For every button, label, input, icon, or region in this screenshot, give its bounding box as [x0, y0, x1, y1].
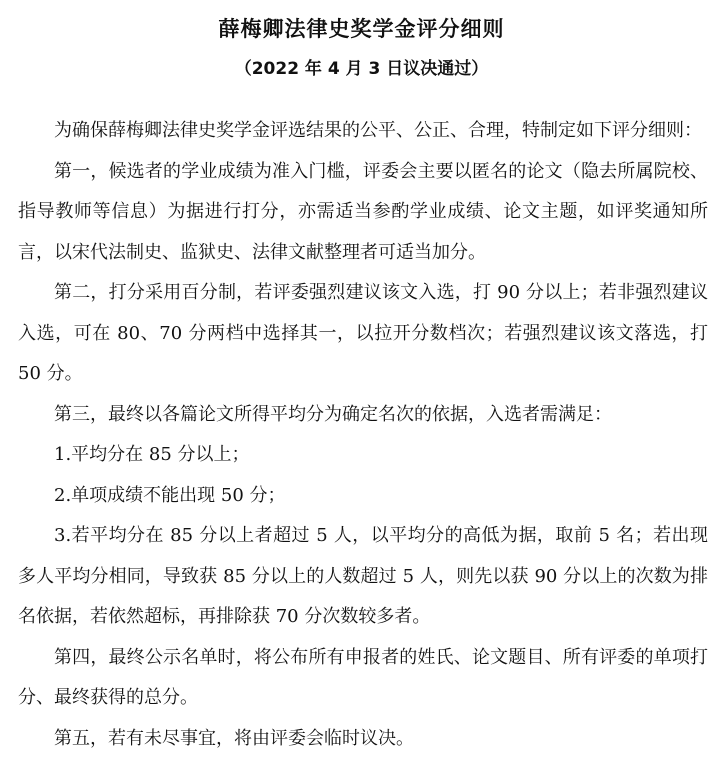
- rule-3-item-2: 2.单项成绩不能出现 50 分；: [54, 484, 286, 506]
- rule-2-paragraph: 第二，打分采用百分制，若评委强烈建议该文入选，打 90 分以上；若非强烈建议入选，可在 80、70 分两档中选择其一，以拉开分数档次；若强烈建议该文落选，打 50 分。: [18, 282, 708, 384]
- rule-4-paragraph: 第四，最终公示名单时，将公布所有申报者的姓氏、论文题目、所有评委的单项打分、最终获得的总分。: [18, 646, 708, 708]
- document-body: [18, 111, 708, 759]
- rule-3-item-1: 1.平均分在 85 分以上；: [54, 444, 250, 465]
- rule-1-paragraph: 第一，候选者的学业成绩为准入门槛，评委会主要以匿名的论文（隐去所属院校、指导教师等信息）为据进行打分，亦需适当参酌学业成绩、论文主题，如评奖通知所言，以宋代法制史、监狱史、法律文献整理者可适当加分。: [18, 160, 708, 263]
- rule-3-item-3: 3.若平均分在 85 分以上者超过 5 人，以平均分的高低为据，取前 5 名；若出现多人平均分相同，导致获 85 分以上的人数超过 5 人，则先以获 90 分以上的次数为排名依据，若依然超标，再排除获 70 分次数较多者。: [18, 525, 708, 627]
- rule-5-paragraph: 第五，若有未尽事宜，将由评委会临时议决。: [54, 727, 414, 749]
- intro-paragraph: 为确保薛梅卿法律史奖学金评选结果的公平、公正、合理，特制定如下评分细则：: [54, 120, 702, 141]
- document-subtitle: （2022 年 4 月 3 日议决通过）: [234, 59, 489, 79]
- rule-3-paragraph: 第三，最终以各篇论文所得平均分为确定名次的依据，入选者需满足：: [54, 403, 612, 425]
- document-title: 薛梅卿法律史奖学金评分细则: [218, 17, 505, 41]
